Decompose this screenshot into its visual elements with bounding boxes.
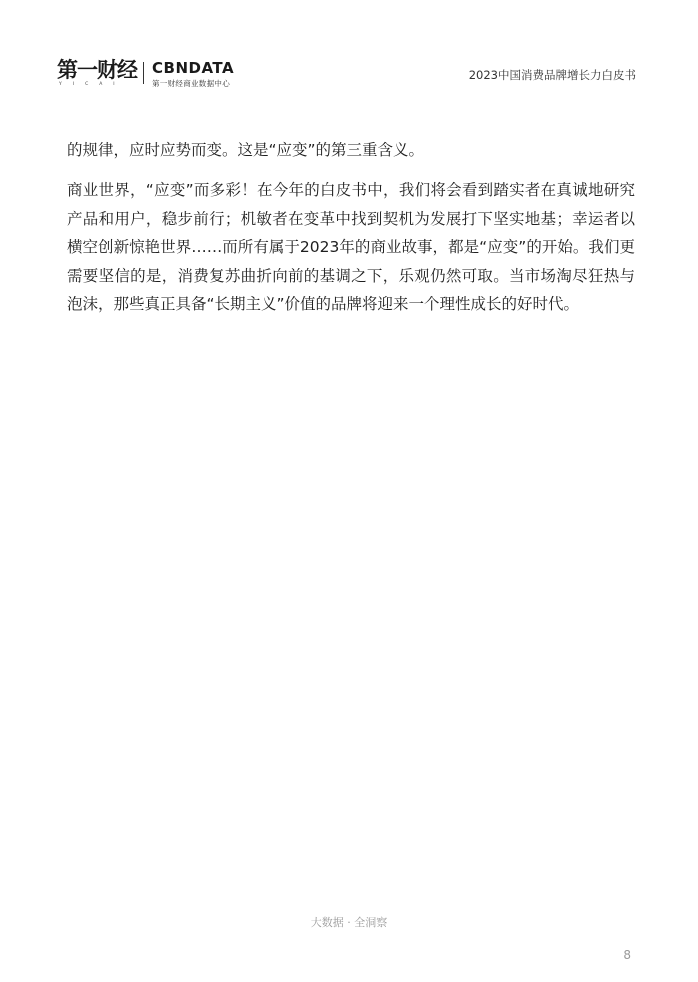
footer-slogan: 大数据 · 全洞察 [310, 916, 388, 929]
logo-divider [143, 62, 144, 84]
body-paragraph: 商业世界，“应变”而多彩！在今年的白皮书中，我们将会看到踏实者在真诚地研究产品和用户，稳步前行；机敏者在变革中找到契机为发展打下坚实地基；幸运者以横空创新惊艳世界……而所有属于2023年的商业故事，都是“应变”的开始。我们更需要坚信的是，消费复苏曲折向前的基调之下，乐观仍然可取。当市场淘尽狂热与泡沫，那些真正具备“长期主义”价值的品牌将迎来一个理性成长的好时代。 [67, 181, 635, 313]
cbndata-logo-sub: 第一财经商业数据中心 [152, 79, 230, 88]
yicai-logo-mark: 第一财经 [57, 58, 137, 82]
page-header [0, 0, 698, 110]
cbndata-logo-mark: CBNDATA [152, 59, 235, 77]
yicai-logo-sub: YICAI [59, 82, 126, 87]
page-number: 8 [623, 948, 631, 962]
cbndata-logo [152, 60, 234, 89]
body-paragraph: 的规律，应时应势而变。这是“应变”的第三重含义。 [67, 141, 425, 159]
document-title: 2023中国消费品牌增长力白皮书 [468, 68, 636, 82]
yicai-logo [57, 58, 137, 90]
